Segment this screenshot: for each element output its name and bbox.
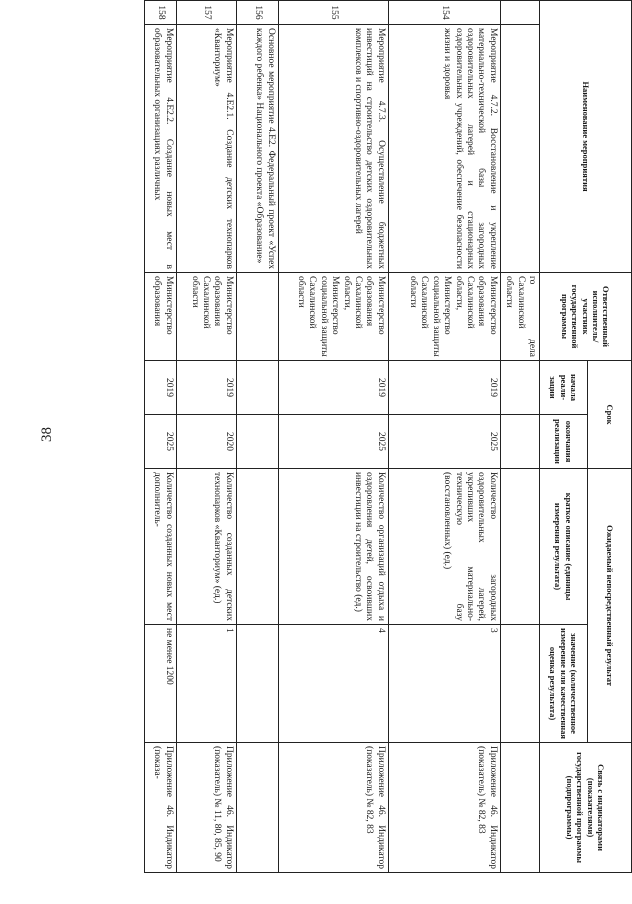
- cell-responsible: Министерство образования Сахалинской области, Министерство социальной защиты Сахалинской области: [278, 273, 388, 361]
- cell-end: 2025: [278, 415, 388, 469]
- scan-frame: [152, 0, 632, 872]
- header-name: Наименование мероприятия: [540, 1, 632, 273]
- cell-name: Мероприятие 4.7.3. Осуществление бюджетных инвестиций на строительство детских оздоровительных комплексов и спортивно-оздоровительных лагерей: [278, 25, 388, 273]
- cell-responsible: го дела Сахалинской области: [500, 273, 539, 361]
- cell-value: [236, 625, 278, 743]
- page-number: 38: [39, 427, 55, 442]
- cell-responsible: Министерство образования Сахалинской области: [176, 273, 236, 361]
- cell-start: [236, 361, 278, 415]
- cell-brief: Количество созданных детских технопарков «Кванториум» (ед.): [176, 469, 236, 625]
- cell-start: 2019: [176, 361, 236, 415]
- cell-brief: Количество организаций отдыха и оздоровления детей, освоивших инвестиции на строительство (ед.): [278, 469, 388, 625]
- cell-num: 155: [278, 1, 388, 25]
- cell-value: 3: [388, 625, 500, 743]
- table-row: [278, 1, 388, 873]
- cell-responsible: Министерство образования Сахалинской области, Министерство социальной защиты Сахалинской области: [388, 273, 500, 361]
- cell-value: 4: [278, 625, 388, 743]
- cell-value: 1: [176, 625, 236, 743]
- cell-name: Мероприятие 4.Е2.1. Создание детских технопарков «Кванториум»: [176, 25, 236, 273]
- cell-brief: [236, 469, 278, 625]
- cell-link: [236, 743, 278, 873]
- cell-start: 2019: [144, 361, 176, 415]
- cell-end: 2020: [176, 415, 236, 469]
- header-expected: Ожидаемый непосредственный результат: [588, 469, 632, 743]
- table-row: [500, 1, 539, 873]
- cell-link: Приложение 46. Индикатор (показа-: [144, 743, 176, 873]
- cell-num: 157: [176, 1, 236, 25]
- header-term: Срок: [588, 361, 632, 469]
- header-value: значение (количественное измерение или качественная оценка результата): [540, 625, 588, 743]
- cell-name: Основное мероприятие 4.Е2. Федеральный проект «Успех каждого ребенка» Национального проекта «Образование»: [236, 25, 278, 273]
- cell-num: 158: [144, 1, 176, 25]
- cell-brief: Количество загородных оздоровительных лагерей, укрепивших материально-техническую базу (восстановленных) (ед.): [388, 469, 500, 625]
- cell-end: 2025: [388, 415, 500, 469]
- cell-num: 156: [236, 1, 278, 25]
- rotated-page: [152, 0, 632, 872]
- header-end: окончания реализации: [540, 415, 588, 469]
- table-row: [236, 1, 278, 873]
- cell-start: 2019: [278, 361, 388, 415]
- header-brief: краткое описание (единицы измерения результата): [540, 469, 588, 625]
- cell-name: Мероприятие 4.Е2.2. Создание новых мест в образовательных организациях различных: [144, 25, 176, 273]
- header-start: начала реали-зации: [540, 361, 588, 415]
- cell-end: [236, 415, 278, 469]
- table-row: [388, 1, 500, 873]
- cell-start: 2019: [388, 361, 500, 415]
- cell-link: Приложение 46. Индикатор (показатель) № 11, 80, 85, 90: [176, 743, 236, 873]
- cell-value: не менее 1200: [144, 625, 176, 743]
- cell-name: Мероприятие 4.7.2. Восстановление и укрепление материально-технической базы загородных оздоровительных лагерей и стационарных оздоровительных учреждений, обеспечение безопасности жизни и здоровья: [388, 25, 500, 273]
- measures-table: [144, 0, 632, 873]
- header-responsible: Ответственный исполнитель/участник государственной программы: [540, 273, 632, 361]
- cell-num: 154: [388, 1, 500, 25]
- cell-end: 2025: [144, 415, 176, 469]
- cell-link: Приложение 46. Индикатор (показатель) № 82, 83: [278, 743, 388, 873]
- table-row: [176, 1, 236, 873]
- header-link: Связь с индикаторами (показателями) государственной программы (подпрограммы): [540, 743, 632, 873]
- cell-responsible: Министерство образования: [144, 273, 176, 361]
- table-row: [144, 1, 176, 873]
- cell-responsible: [236, 273, 278, 361]
- cell-brief: Количество созданных новых мест дополнитель-: [144, 469, 176, 625]
- cell-link: Приложение 46. Индикатор (показатель) № 82, 83: [388, 743, 500, 873]
